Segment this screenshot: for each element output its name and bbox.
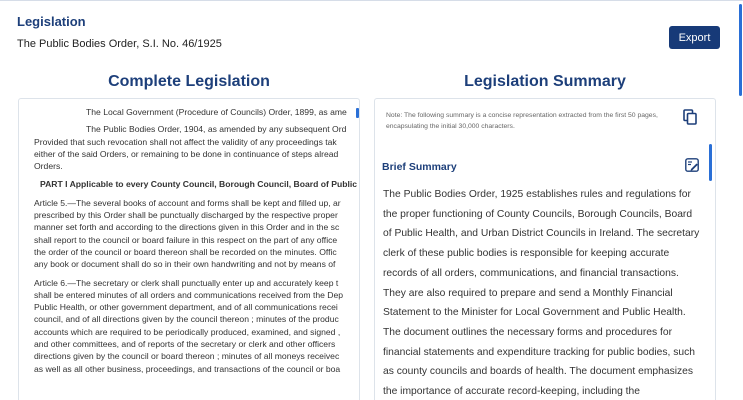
doc-line: either of the said Orders, or remaining to be done in continuance of steps alread [34, 148, 339, 159]
doc-line: The Local Government (Procedure of Councils) Order, 1899, as ame [86, 107, 347, 117]
page-title: Legislation [17, 14, 86, 29]
legislation-summary-panel[interactable] [374, 98, 716, 400]
doc-line: The Public Bodies Order, 1904, as amended by any subsequent Ord [86, 124, 347, 135]
page-scrollbar[interactable] [739, 4, 742, 96]
doc-line: and other committees, and of reports of the secretary or clerk and other officers [34, 339, 336, 350]
edit-summary-icon[interactable] [685, 158, 699, 172]
page-subtitle: The Public Bodies Order, S.I. No. 46/1925 [17, 38, 222, 50]
legislation-summary-title: Legislation Summary [464, 73, 626, 90]
doc-line: Provided that such revocation shall not affect the validity of any proceedings tak [34, 136, 337, 147]
summary-line: They are also required to prepare and send a Monthly Financial [383, 287, 673, 299]
top-divider [0, 0, 743, 1]
doc-line: the order of the council or board thereon shall be recorded on the minutes. Offic [34, 246, 337, 257]
doc-line: Orders. [34, 161, 63, 172]
export-button[interactable]: Export [669, 26, 720, 49]
brief-summary-text [383, 185, 703, 400]
summary-line: The document outlines the necessary forms and procedures for [383, 326, 673, 338]
complete-legislation-title: Complete Legislation [108, 73, 270, 90]
doc-line: shall be entered minutes of all orders and communications received from the Dep [34, 289, 344, 300]
page-header [17, 14, 222, 50]
legislation-text [34, 106, 359, 375]
doc-line: shall report to the council or board failure in this respect on the part of any office [34, 234, 338, 245]
summary-line: as county councils and boards of health. The document emphasizes [383, 366, 694, 378]
doc-line: manner set forth and according to the directions given in this Order and in the sc [34, 222, 340, 233]
summary-line: of Public Health, and Urban District Councils in Ireland. The secretary [383, 228, 700, 240]
doc-line: Public Health, or other government department, and of all communications recei [34, 302, 338, 313]
summary-line: The Public Bodies Order, 1925 establishes rules and regulations for [383, 189, 691, 200]
doc-line: as well as all other business, proceedings, and transactions of the council or boa [34, 363, 341, 374]
legislation-scrollbar[interactable] [356, 108, 359, 118]
doc-line: accounts which are required to be periodically produced, examined, and signed , [34, 326, 341, 337]
doc-heading: PART I Applicable to every County Council, Borough Council, Board of Public [40, 179, 358, 190]
summary-line: Statement to the Minister for Local Government and Public Health. [383, 307, 686, 319]
summary-line: the proper functioning of County Councils, Borough Councils, Board [383, 208, 693, 220]
doc-line: Article 5.—The several books of account and forms shall be kept and filled up, ar [34, 197, 341, 208]
summary-note: Note: The following summary is a concise representation extracted from the first 50 pages, encapsulating the initial 30,000 characters. [386, 112, 658, 130]
doc-line: prescribed by this Order shall be punctually discharged by the respective proper [34, 210, 338, 221]
doc-line: directions given by the council or board thereon ; minutes of all moneys receivec [34, 351, 340, 362]
summary-line: financial statements and expenditure tracking for public bodies, such [383, 346, 695, 358]
complete-legislation-panel[interactable] [18, 98, 360, 400]
brief-summary-title: Brief Summary [382, 161, 457, 173]
summary-line: the importance of accurate record-keeping, including the [383, 386, 640, 398]
doc-line: council, and of all directions given by the council thereon ; minutes of the produc [34, 314, 339, 325]
doc-line: any book or document shall do so in their own handwriting and not by means of [34, 259, 336, 270]
summary-scrollbar[interactable] [709, 144, 712, 181]
doc-line: Article 6.—The secretary or clerk shall punctually enter up and accurately keep t [34, 277, 339, 288]
summary-line: records of all orders, communications, and financial transactions. [383, 267, 679, 279]
copy-icon[interactable] [683, 109, 697, 125]
summary-line: clerk of these public bodies is responsible for keeping accurate [383, 248, 670, 260]
